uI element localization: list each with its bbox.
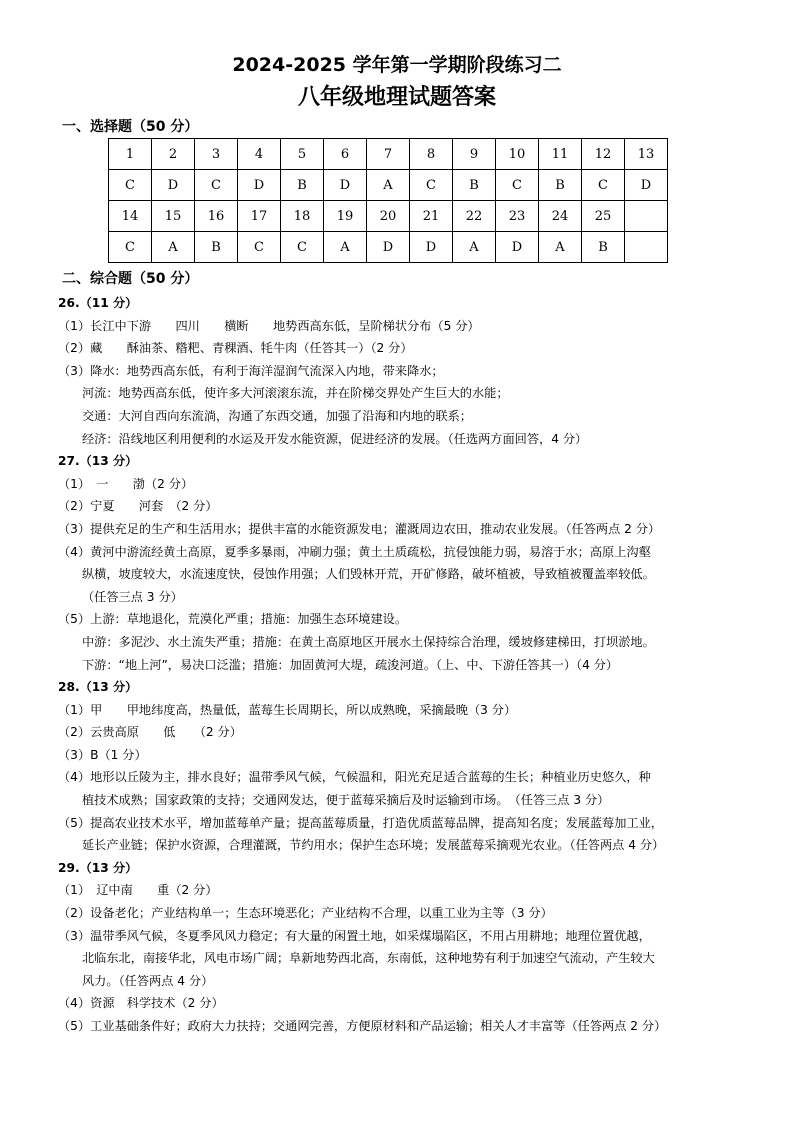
answer-cell: C <box>281 232 324 263</box>
table-row <box>109 139 668 170</box>
page-title: 2024-2025 学年第一学期阶段练习二 <box>232 54 562 76</box>
answer-cell: D <box>625 170 668 201</box>
question-heading: 29.（13 分） <box>58 860 138 875</box>
answer-line: （2）云贵高原 低 （2 分） <box>58 725 242 740</box>
question-number-cell: 3 <box>195 139 238 170</box>
answer-line: （5）提高农业技术水平，增加蓝莓单产量；提高蓝莓质量，打造优质蓝莓品牌，提高知名度；发展蓝莓加工业， <box>58 815 663 830</box>
question-number-cell: 20 <box>367 201 410 232</box>
answer-cell: D <box>410 232 453 263</box>
section1-heading: 一、选择题（50 分） <box>62 119 199 135</box>
answer-line: （1）长江中下游 四川 横断 地势西高东低，呈阶梯状分布（5 分） <box>58 318 480 333</box>
answer-cell: C <box>195 170 238 201</box>
answer-cell: A <box>324 232 367 263</box>
answer-line: （2）设备老化；产业结构单一；生态环境恶化；产业结构不合理，以重工业为主等（3 分） <box>58 906 553 921</box>
question-number-cell: 22 <box>453 201 496 232</box>
question-number-cell: 23 <box>496 201 539 232</box>
answer-cell: C <box>410 170 453 201</box>
answer-cell: A <box>453 232 496 263</box>
answer-line: （2）藏 酥油茶、糌粑、青稞酒、牦牛肉（任答其一）（2 分） <box>58 341 413 356</box>
question-number-cell: 18 <box>281 201 324 232</box>
answer-cell: B <box>281 170 324 201</box>
table-row <box>109 232 668 263</box>
answer-content <box>58 292 748 1038</box>
table-row <box>109 201 668 232</box>
answer-line: （1） 一 渤（2 分） <box>58 476 194 491</box>
answer-cell: D <box>324 170 367 201</box>
question-number-cell: 5 <box>281 139 324 170</box>
question-number-cell: 25 <box>582 201 625 232</box>
answer-line: 纵横，坡度较大，水流速度快，侵蚀作用强；人们毁林开荒，开矿修路，破坏植被，导致植被覆盖率较低。 <box>82 567 655 582</box>
answer-line: （3）降水：地势西高东低，有利于海洋湿润气流深入内地，带来降水； <box>58 363 444 378</box>
question-number-cell: 7 <box>367 139 410 170</box>
answer-cell: C <box>109 232 152 263</box>
answer-cell: D <box>152 170 195 201</box>
question-number-cell: 6 <box>324 139 367 170</box>
answer-cell: A <box>152 232 195 263</box>
question-number-cell: 9 <box>453 139 496 170</box>
question-heading: 28.（13 分） <box>58 680 138 695</box>
table-row <box>109 170 668 201</box>
answer-cell <box>625 232 668 263</box>
answer-line: 下游：“地上河”，易决口泛滥；措施：加固黄河大堤，疏浚河道。（上、中、下游任答其一）（4 分） <box>82 657 619 672</box>
answer-line: 风力。（任答两点 4 分） <box>82 973 214 988</box>
question-number-cell: 15 <box>152 201 195 232</box>
question-number-cell: 12 <box>582 139 625 170</box>
answer-cell: A <box>539 232 582 263</box>
answer-cell: B <box>539 170 582 201</box>
question-heading: 26.（11 分） <box>58 296 138 310</box>
answer-line: （5）工业基础条件好；政府大力扶持；交通网完善，方便原材料和产品运输；相关人才丰富等（任答两点 2 分） <box>58 1019 667 1033</box>
answer-line: （任答三点 3 分） <box>82 589 183 604</box>
answer-line: （1）甲 甲地纬度高，热量低，蓝莓生长周期长，所以成熟晚，采摘最晚（3 分） <box>58 702 517 717</box>
question-number-cell <box>625 201 668 232</box>
answer-line: （4）黄河中游流经黄土高原，夏季多暴雨，冲刷力强；黄土土质疏松，抗侵蚀能力弱，易溶于水；高原上沟壑 <box>58 544 651 559</box>
question-number-cell: 2 <box>152 139 195 170</box>
answer-line: 北临东北，南接华北，风电市场广阔；阜新地势西北高，东南低，这种地势有利于加速空气流动，产生较大 <box>82 951 655 966</box>
answer-cell: B <box>582 232 625 263</box>
question-number-cell: 17 <box>238 201 281 232</box>
question-number-cell: 14 <box>109 201 152 232</box>
question-number-cell: 24 <box>539 201 582 232</box>
answer-line: 中游：多泥沙、水土流失严重；措施：在黄土高原地区开展水土保持综合治理，缓坡修建梯田，打坝淤地。 <box>82 634 655 649</box>
question-number-cell: 1 <box>109 139 152 170</box>
answer-cell: C <box>238 232 281 263</box>
section2-heading: 二、综合题（50 分） <box>62 271 199 287</box>
answer-line: （3）提供充足的生产和生活用水；提供丰富的水能资源发电；灌溉周边农田，推动农业发展。（任答两点 2 分） <box>58 521 661 536</box>
answer-cell: D <box>496 232 539 263</box>
answer-cell: B <box>453 170 496 201</box>
question-number-cell: 4 <box>238 139 281 170</box>
answer-line: （1） 辽中南 重（2 分） <box>58 883 218 898</box>
answer-cell: C <box>582 170 625 201</box>
answer-cell: B <box>195 232 238 263</box>
answer-cell: A <box>367 170 410 201</box>
answer-line: （2）宁夏 河套 （2 分） <box>58 499 218 514</box>
answer-line: 交通：大河自西向东流淌，沟通了东西交通，加强了沿海和内地的联系； <box>82 408 472 423</box>
question-number-cell: 13 <box>625 139 668 170</box>
answer-line: （5）上游：草地退化，荒漠化严重；措施：加强生态环境建设。 <box>58 612 408 627</box>
answer-cell: C <box>496 170 539 201</box>
answer-cell: D <box>367 232 410 263</box>
answer-line: 延长产业链；保护水资源，合理灌溉，节约用水；保护生态环境；发展蓝莓采摘观光农业。（任答两点 4 分） <box>82 838 665 853</box>
question-heading: 27.（13 分） <box>58 454 138 469</box>
question-number-cell: 10 <box>496 139 539 170</box>
question-number-cell: 21 <box>410 201 453 232</box>
question-number-cell: 16 <box>195 201 238 232</box>
question-number-cell: 8 <box>410 139 453 170</box>
answer-line: （3）温带季风气候，冬夏季风风力稳定；有大量的闲置土地，如采煤塌陷区，不用占用耕地；地理位置优越， <box>58 928 651 943</box>
answer-line: （4）资源 科学技术（2 分） <box>58 996 224 1011</box>
question-number-cell: 11 <box>539 139 582 170</box>
answer-line: （3）B（1 分） <box>58 747 147 762</box>
answer-line: 河流：地势西高东低，使许多大河滚滚东流，并在阶梯交界处产生巨大的水能； <box>82 386 509 401</box>
page-subtitle: 八年级地理试题答案 <box>297 85 496 110</box>
question-number-cell: 19 <box>324 201 367 232</box>
answer-cell: D <box>238 170 281 201</box>
answer-table <box>108 138 668 263</box>
answer-line: 植技术成熟；国家政策的支持；交通网发达，便于蓝莓采摘后及时运输到市场。 （任答三点 3 分） <box>82 793 610 808</box>
answer-line: （4）地形以丘陵为主，排水良好；温带季风气候，气候温和，阳光充足适合蓝莓的生长；种植业历史悠久，种 <box>58 770 651 785</box>
answer-line: 经济：沿线地区利用便利的水运及开发水能资源，促进经济的发展。（任选两方面回答，4 分） <box>82 431 588 446</box>
answer-cell: C <box>109 170 152 201</box>
